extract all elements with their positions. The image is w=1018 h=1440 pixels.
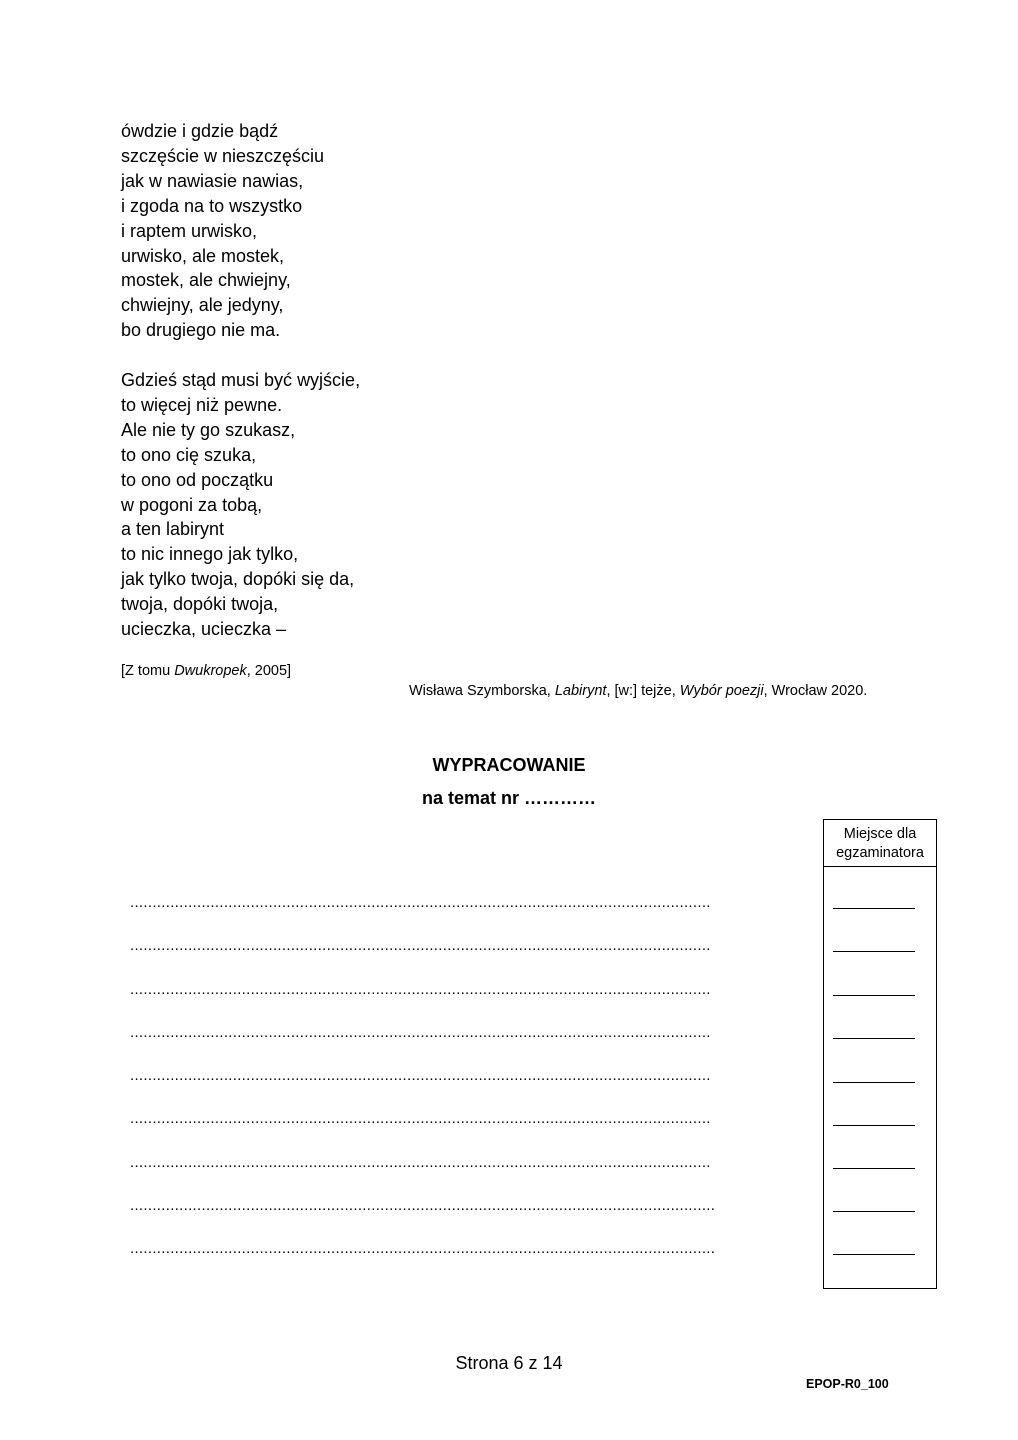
poem-line: chwiejny, ale jedyny, bbox=[121, 295, 284, 316]
answer-line[interactable]: .................................................................................................................................. bbox=[130, 1110, 711, 1128]
examiner-header bbox=[824, 820, 936, 867]
citation-book: Wybór poezji bbox=[679, 683, 764, 699]
poem-line: a ten labirynt bbox=[121, 519, 225, 540]
poem-line: to więcej niż pewne. bbox=[121, 394, 283, 415]
exam-code: EPOP-R0_100 bbox=[806, 1377, 889, 1391]
citation-end: , Wrocław 2020. bbox=[763, 683, 868, 699]
score-slot[interactable] bbox=[833, 995, 915, 996]
poem-line: urwisko, ale mostek, bbox=[121, 245, 285, 266]
source-note-title: Dwukropek bbox=[174, 663, 247, 679]
answer-line[interactable]: .................................................................................................................................. bbox=[130, 1067, 711, 1085]
citation-author: Wisława Szymborska, bbox=[409, 683, 555, 699]
examiner-header-line-2: egzaminatora bbox=[836, 845, 924, 861]
poem-line: bo drugiego nie ma. bbox=[121, 320, 281, 341]
poem-line: to ono od początku bbox=[121, 469, 274, 490]
score-slot[interactable] bbox=[833, 908, 915, 909]
poem-line: ucieczka, ucieczka – bbox=[121, 619, 287, 640]
answer-line[interactable]: ................................................................................................................................... bbox=[130, 1197, 716, 1215]
poem-line: twoja, dopóki twoja, bbox=[121, 594, 279, 615]
answer-area[interactable] bbox=[130, 893, 800, 1283]
citation bbox=[409, 683, 867, 699]
poem-line: Ale nie ty go szukasz, bbox=[121, 419, 296, 440]
score-slot[interactable] bbox=[833, 951, 915, 952]
examiner-header-line-1: Miejsce dla bbox=[843, 826, 917, 842]
stanza-gap bbox=[121, 343, 360, 368]
poem-line: szczęście w nieszczęściu bbox=[121, 145, 325, 166]
poem-line: ówdzie i gdzie bądź bbox=[121, 121, 279, 141]
answer-line[interactable]: .................................................................................................................................. bbox=[130, 937, 711, 955]
poem-line: w pogoni za tobą, bbox=[121, 494, 263, 515]
page-number: Strona 6 z 14 bbox=[455, 1353, 563, 1373]
poem-line: Gdzieś stąd musi być wyjście, bbox=[121, 370, 361, 391]
essay-topic-label: na temat nr ………… bbox=[421, 788, 597, 808]
poem-stanza-1 bbox=[121, 119, 360, 343]
citation-mid: , [w:] tejże, bbox=[606, 683, 680, 699]
examiner-box bbox=[823, 819, 937, 1289]
poem-stanza-2 bbox=[121, 368, 360, 642]
poem-line: jak w nawiasie nawias, bbox=[121, 170, 304, 191]
answer-line[interactable]: .................................................................................................................................. bbox=[130, 980, 711, 998]
score-slot[interactable] bbox=[833, 1211, 915, 1212]
answer-line[interactable]: ................................................................................................................................... bbox=[130, 1240, 716, 1258]
score-slot[interactable] bbox=[833, 1038, 915, 1039]
poem-line: mostek, ale chwiejny, bbox=[121, 270, 291, 291]
citation-work: Labirynt bbox=[554, 683, 607, 699]
score-slot[interactable] bbox=[833, 1168, 915, 1169]
poem-line: to ono cię szuka, bbox=[121, 444, 257, 465]
answer-line[interactable]: .................................................................................................................................. bbox=[130, 1023, 711, 1041]
poem-line: jak tylko twoja, dopóki się da, bbox=[121, 569, 355, 590]
source-note-prefix: [Z tomu bbox=[121, 663, 175, 679]
answer-line[interactable]: .................................................................................................................................. bbox=[130, 1153, 711, 1171]
score-slot[interactable] bbox=[833, 1254, 915, 1255]
poem bbox=[121, 119, 360, 642]
score-slot[interactable] bbox=[833, 1125, 915, 1126]
answer-line[interactable]: .................................................................................................................................. bbox=[130, 894, 711, 911]
poem-line: i raptem urwisko, bbox=[121, 220, 258, 241]
source-note bbox=[121, 663, 291, 679]
poem-line: i zgoda na to wszystko bbox=[121, 195, 303, 216]
source-note-suffix: , 2005] bbox=[246, 663, 292, 679]
score-slot[interactable] bbox=[833, 1082, 915, 1083]
poem-line: to nic innego jak tylko, bbox=[121, 544, 299, 565]
essay-title: WYPRACOWANIE bbox=[432, 755, 586, 775]
